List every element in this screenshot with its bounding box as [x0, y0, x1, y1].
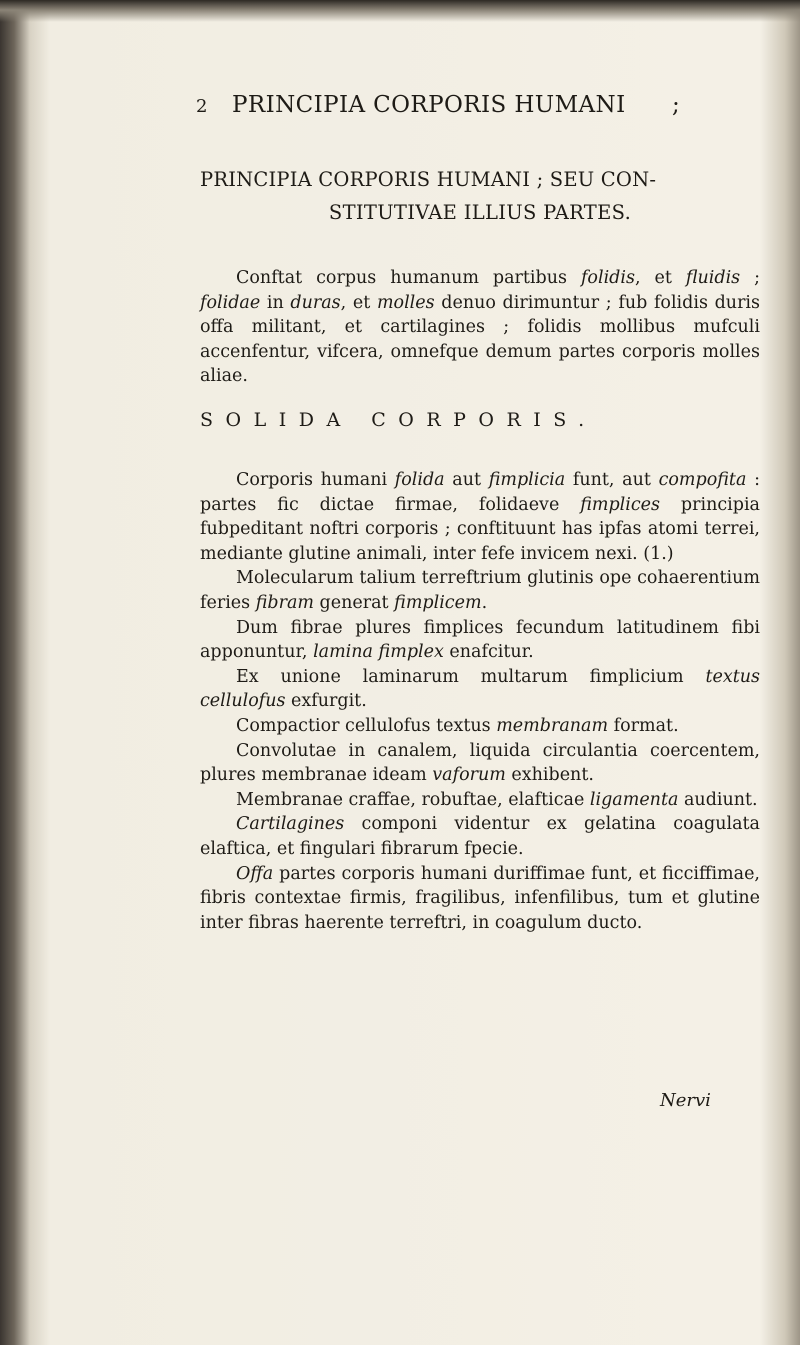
catchword: Nervi — [660, 1090, 711, 1111]
intro-paragraph: Conftat corpus humanum partibus folidis, et fluidis ; folidae in duras, et molles denuo dirimuntur ; fub folidis duris offa militant, et cartilagines ; folidis mollibus mufculi accenfentur, vifcera, omnefque demum partes corporis molles aliae. — [200, 268, 761, 387]
paragraph: Membranae craffae, robuftae, elafticae ligamenta audiunt. — [236, 789, 758, 810]
paragraph: Cartilagines componi videntur ex gelatina coagulata elaftica, et fingulari fibrarum fpecie. — [200, 814, 760, 859]
paragraph: Compactior cellulofus textus membranam format. — [236, 715, 679, 736]
page-number: 2 — [196, 96, 208, 117]
paragraph: Corporis humani folida aut fimplicia funt, aut compofita : partes fic dictae firmae, folidaeve fimplices principia fubpeditant noftri corporis ; conftituunt has ipfas atomi terrei, mediante glutine animali, inter fefe invicem nexi. (1.) — [200, 470, 760, 564]
paragraph: Offa partes corporis humani duriffimae funt, et ficciffimae, fibris contextae firmis, fragilibus, infenfilibus, tum et glutine inter fibras haerente terreftri, in coagulum ducto. — [200, 863, 760, 933]
running-head: PRINCIPIA CORPORIS HUMANI — [232, 92, 626, 118]
page-edge-shadow — [0, 0, 800, 22]
chapter-title-line2: STITUTIVAE ILLIUS PARTES. — [328, 201, 632, 224]
paragraph: Ex unione laminarum multarum fimplicium textus cellulofus exfurgit. — [200, 666, 760, 712]
paragraph: Molecularum talium terreftrium glutinis ope cohaerentium feries fibram generat fimplicem. — [200, 568, 760, 613]
paragraph: Dum fibrae plures fimplices fecundum latitudinem fibi apponuntur, lamina fimplex enafcitur. — [200, 617, 760, 663]
running-head-semicolon: ; — [672, 92, 680, 118]
section-heading: SOLIDA CORPORIS. — [200, 409, 597, 431]
chapter-title-line1: PRINCIPIA CORPORIS HUMANI ; SEU CON- — [200, 168, 657, 191]
section-body — [200, 468, 760, 935]
paragraph: Convolutae in canalem, liquida circulantia coercentem, plures membranae ideam vaforum exhibent. — [200, 740, 760, 786]
